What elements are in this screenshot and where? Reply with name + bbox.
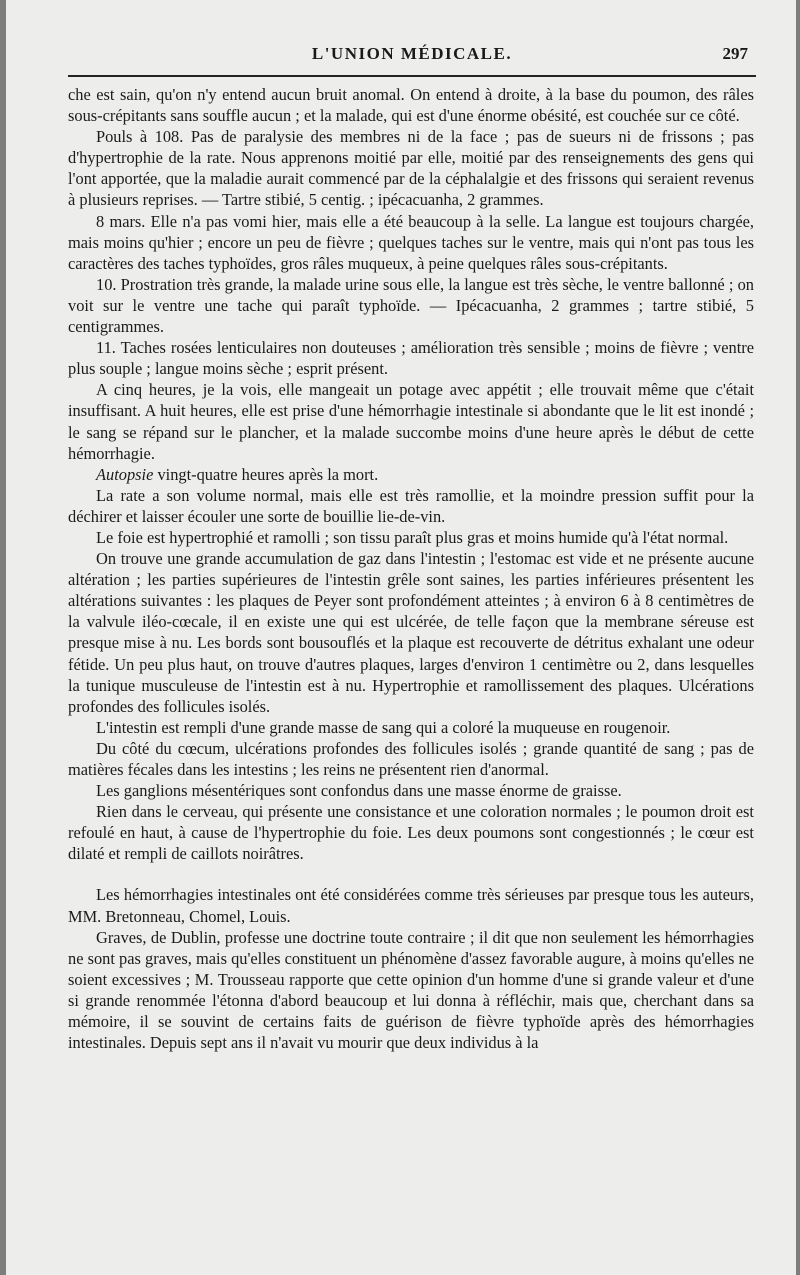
header-rule [68, 75, 756, 77]
paragraph: Du côté du cœcum, ulcérations profondes des follicules isolés ; grande quantité de sang ; pas de matières fécales dans les intestins ; les reins ne présentent rien d'anormal. [68, 738, 754, 779]
paragraph: La rate a son volume normal, mais elle est très ramollie, et la moindre pression suffit pour la déchirer et laisser écouler une sorte de bouillie lie-de-vin. [68, 485, 754, 526]
paragraph: 11. Taches rosées lenticulaires non douteuses ; amélioration très sensible ; moins de fièvre ; ventre plus souple ; langue moins sèche ; esprit présent. [68, 338, 754, 379]
paragraph: Les hémorrhagies intestinales ont été considérées comme très sérieuses par presque tous les auteurs, MM. Bretonneau, Chomel, Louis. [68, 885, 754, 926]
journal-title: L'UNION MÉDICALE. [311, 44, 513, 63]
paragraph: Les ganglions mésentériques sont confondus dans une masse énorme de graisse. [96, 781, 622, 801]
paragraph: A cinq heures, je la vois, elle mangeait un potage avec appétit ; elle trouvait même que c'était insuffisant. A huit heures, elle est prise d'une hémorrhagie intestinale si abondante que le lit est inondé ; le sang se répand sur le plancher, et la malade succombe moins d'une heure après le début de cette hémorrhagie. [68, 380, 754, 463]
paragraph: Rien dans le cerveau, qui présente une consistance et une coloration normales ; le poumon droit est refoulé en haut, à cause de l'hypertrophie du foie. Les deux poumons sont congestionnés ; le cœur est dilaté et rempli de caillots noirâtres. [68, 802, 754, 864]
paragraph: Graves, de Dublin, professe une doctrine toute contraire ; il dit que non seulement les hémorrhagies ne sont pas graves, mais qu'elles constituent un phénomène d'assez favorable augure, à moins qu'elles ne soient excessives ; M. Trousseau rapporte que cette opinion d'un homme d'une si grande valeur et d'une si grande renommée l'étonna d'abord beaucoup et lui donna à réfléchir, mais que, cherchant dans sa mémoire, il se souvint de certains faits de guérison de fièvre typhoïde après des hémorrhagies intestinales. Depuis sept ans il n'avait vu mourir que deux individus à la [68, 927, 754, 1053]
autopsy-heading [68, 464, 754, 485]
autopsy-text: vingt-quatre heures après la mort. [153, 464, 379, 484]
paragraph: che est sain, qu'on n'y entend aucun bruit anomal. On entend à droite, à la base du poumon, des râles sous-crépitants sans souffle aucun ; et la malade, qui est d'une énorme obésité, est couchée sur ce côté. [68, 85, 754, 126]
paragraph: 10. Prostration très grande, la malade urine sous elle, la langue est très sèche, le ventre ballonné ; on voit sur le ventre une tache qui paraît typhoïde. — Ipécacuanha, 2 grammes ; tartre stibié, 5 centigrammes. [68, 274, 754, 337]
page-header [70, 44, 754, 70]
paragraph: L'intestin est rempli d'une grande masse de sang qui a coloré la muqueuse en rougenoir. [96, 717, 671, 737]
article-body [68, 84, 754, 1053]
paragraph: 8 mars. Elle n'a pas vomi hier, mais elle a été beaucoup à la selle. La langue est toujours chargée, mais moins qu'hier ; encore un peu de fièvre ; quelques taches sur le ventre, mais qui n'ont pas tous les caractères des taches typhoïdes, gros râles muqueux, à peine quelques râles sous-crépitants. [68, 211, 754, 273]
autopsy-label: Autopsie [96, 464, 154, 484]
paragraph: Le foie est hypertrophié et ramolli ; son tissu paraît plus gras et moins humide qu'à l'état normal. [96, 527, 729, 547]
paragraph: Pouls à 108. Pas de paralysie des membres ni de la face ; pas de sueurs ni de frissons ; pas d'hypertrophie de la rate. Nous apprenons moitié par elle, moitié par des renseignements des gens qui l'ont apportée, que la maladie aurait commencé par de la céphalalgie et des frissons qui seraient revenus à plusieurs reprises. — Tartre stibié, 5 centig. ; ipécacuanha, 2 grammes. [68, 127, 754, 210]
document-page [6, 0, 796, 1275]
paragraph: On trouve une grande accumulation de gaz dans l'intestin ; l'estomac est vide et ne présente aucune altération ; les parties supérieures de l'intestin grêle sont saines, les parties inférieures présentent les altérations suivantes : les plaques de Peyer sont profondément atteintes ; à environ 6 à 8 centimètres de la valvule iléo-cœcale, il en existe une qui est ulcérée, de telle façon que la membrane séreuse est presque mise à nu. Les bords sont bousouflés et la plaque est recouverte de détritus exhalant une odeur fétide. Un peu plus haut, on trouve d'autres plaques, larges d'environ 1 centimètre ou 2, dans lesquelles la tunique musculeuse de l'intestin est à nu. Hypertrophie et ramollissement des plaques. Ulcérations profondes des follicules isolés. [68, 549, 754, 716]
page-number: 297 [722, 44, 748, 63]
